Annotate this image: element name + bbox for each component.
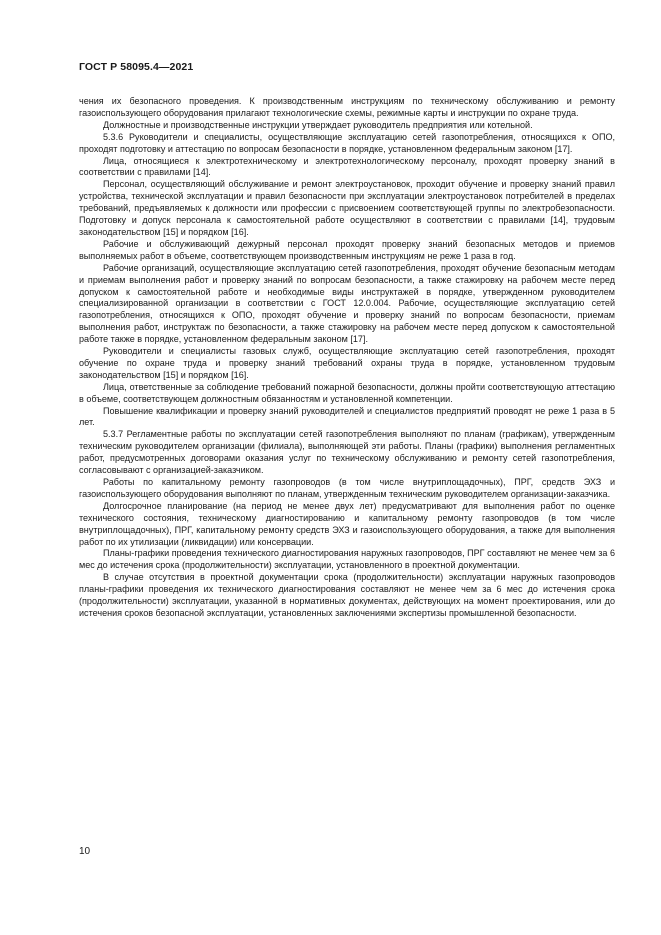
page-number: 10 <box>79 846 91 857</box>
paragraph: Рабочие и обслуживающий дежурный персонал проходят проверку знаний безопасных методов и приемов выполняемых работ в объеме, соответствующем производственным инструкциям не реже 1 раза в год. <box>79 238 615 261</box>
document-body <box>79 96 615 620</box>
paragraph: Персонал, осуществляющий обслуживание и ремонт электроустановок, проходит обучение и проверку знаний правил устройства, технической эксплуатации и правил безопасности при эксплуатации электроустановок потребителей в пределах требований, предъявляемых к должности или профессии с присвоением соответствующей группы по электробезопасности. Подготовку и допуск персонала к самостоятельной работе осуществляют в соответствии с правилами [14], трудовым законодательством [15] и порядком [16]. <box>79 179 615 237</box>
paragraph: Должностные и производственные инструкции утверждает руководитель предприятия или котельной. <box>103 119 533 130</box>
paragraph: 5.3.7 Регламентные работы по эксплуатации сетей газопотребления выполняют по планам (графикам), утвержденным техническим руководителем организации (филиала), выполняющей эти работы. Планы (графики) выполнения регламентных работ, предусмотренных договорами оказания услуг по техническому обслуживанию и ремонту сетей газопотребления, согласовывают с организацией-заказчиком. <box>79 429 615 476</box>
paragraph: Рабочие организаций, осуществляющие эксплуатацию сетей газопотребления, проходят обучение безопасным методам и приемам выполнения работ и проверку знаний по вопросам безопасности, а также стажировку на рабочем месте перед допуском к самостоятельной работе и необходимые виды инструктажей в порядке, утвержденном руководителем специализированной организации в соответствии с ГОСТ 12.0.004. Рабочие, осуществляющие эксплуатацию сетей газопотребления, относящихся к ОПО, проходят обучение и проверку знаний по вопросам безопасности, приемам выполнения работ, инструктаж по безопасности, а также стажировку на рабочем месте перед допуском к самостоятельной работе также в порядке, установленном федеральным законом [17]. <box>79 262 615 345</box>
document-header: ГОСТ Р 58095.4—2021 <box>79 61 194 73</box>
paragraph: чения их безопасного проведения. К производственным инструкциям по техническому обслуживанию и ремонту газоиспользующего оборудования прилагают технологические схемы, режимные карты и инструкции по охране труда. <box>79 96 615 118</box>
paragraph: В случае отсутствия в проектной документации срока (продолжительности) эксплуатации наружных газопроводов планы-графики проведения их технического диагностирования составляют не менее чем за 6 мес до истечения срока (продолжительности) эксплуатации, указанной в нормативных документах, действующих на момент проектирования, или до истечения сроков безопасной эксплуатации, установленных заключениями экспертизы промышленной безопасности. <box>79 572 615 618</box>
paragraph: Руководители и специалисты газовых служб, осуществляющие эксплуатацию сетей газопотребления, проходят обучение по охране труда и проверку знаний требований охраны труда в порядке, установленном трудовым законодательством [15] и порядком [16]. <box>79 346 615 380</box>
paragraph: 5.3.6 Руководители и специалисты, осуществляющие эксплуатацию сетей газопотребления, относящихся к ОПО, проходят подготовку и аттестацию по вопросам безопасности в порядке, установленном федеральным законом [17]. <box>79 131 615 154</box>
paragraph: Долгосрочное планирование (на период не менее двух лет) предусматривают для выполнения работ по оценке технического состояния, техническому диагностированию и капитальному ремонту газопроводов (в том числе внутриплощадочных), ПРГ, капитальному ремонту средств ЭХЗ и газоиспользующего оборудования, а также для выполнения работ по их утилизации (ликвидации) или консервации. <box>79 500 615 547</box>
paragraph: Повышение квалификации и проверку знаний руководителей и специалистов предприятий проводят не реже 1 раза в 5 лет. <box>79 405 615 428</box>
paragraph: Лица, относящиеся к электротехническому и электротехнологическому персоналу, проходят проверку знаний в соответствии с правилами [14]. <box>79 155 615 178</box>
paragraph: Работы по капитальному ремонту газопроводов (в том числе внутриплощадочных), ПРГ, средств ЭХЗ и газоиспользующего оборудования выполняют по планам, утвержденным техническим руководителем организации-заказчика. <box>79 477 615 499</box>
paragraph: Планы-графики проведения технического диагностирования наружных газопроводов, ПРГ составляют не менее чем за 6 мес до истечения срока (продолжительности) эксплуатации, установленного в проектной документации. <box>79 548 615 571</box>
paragraph: Лица, ответственные за соблюдение требований пожарной безопасности, должны пройти соответствующую аттестацию в объеме, соответствующем должностным обязанностям и установленной компетенции. <box>79 381 615 404</box>
